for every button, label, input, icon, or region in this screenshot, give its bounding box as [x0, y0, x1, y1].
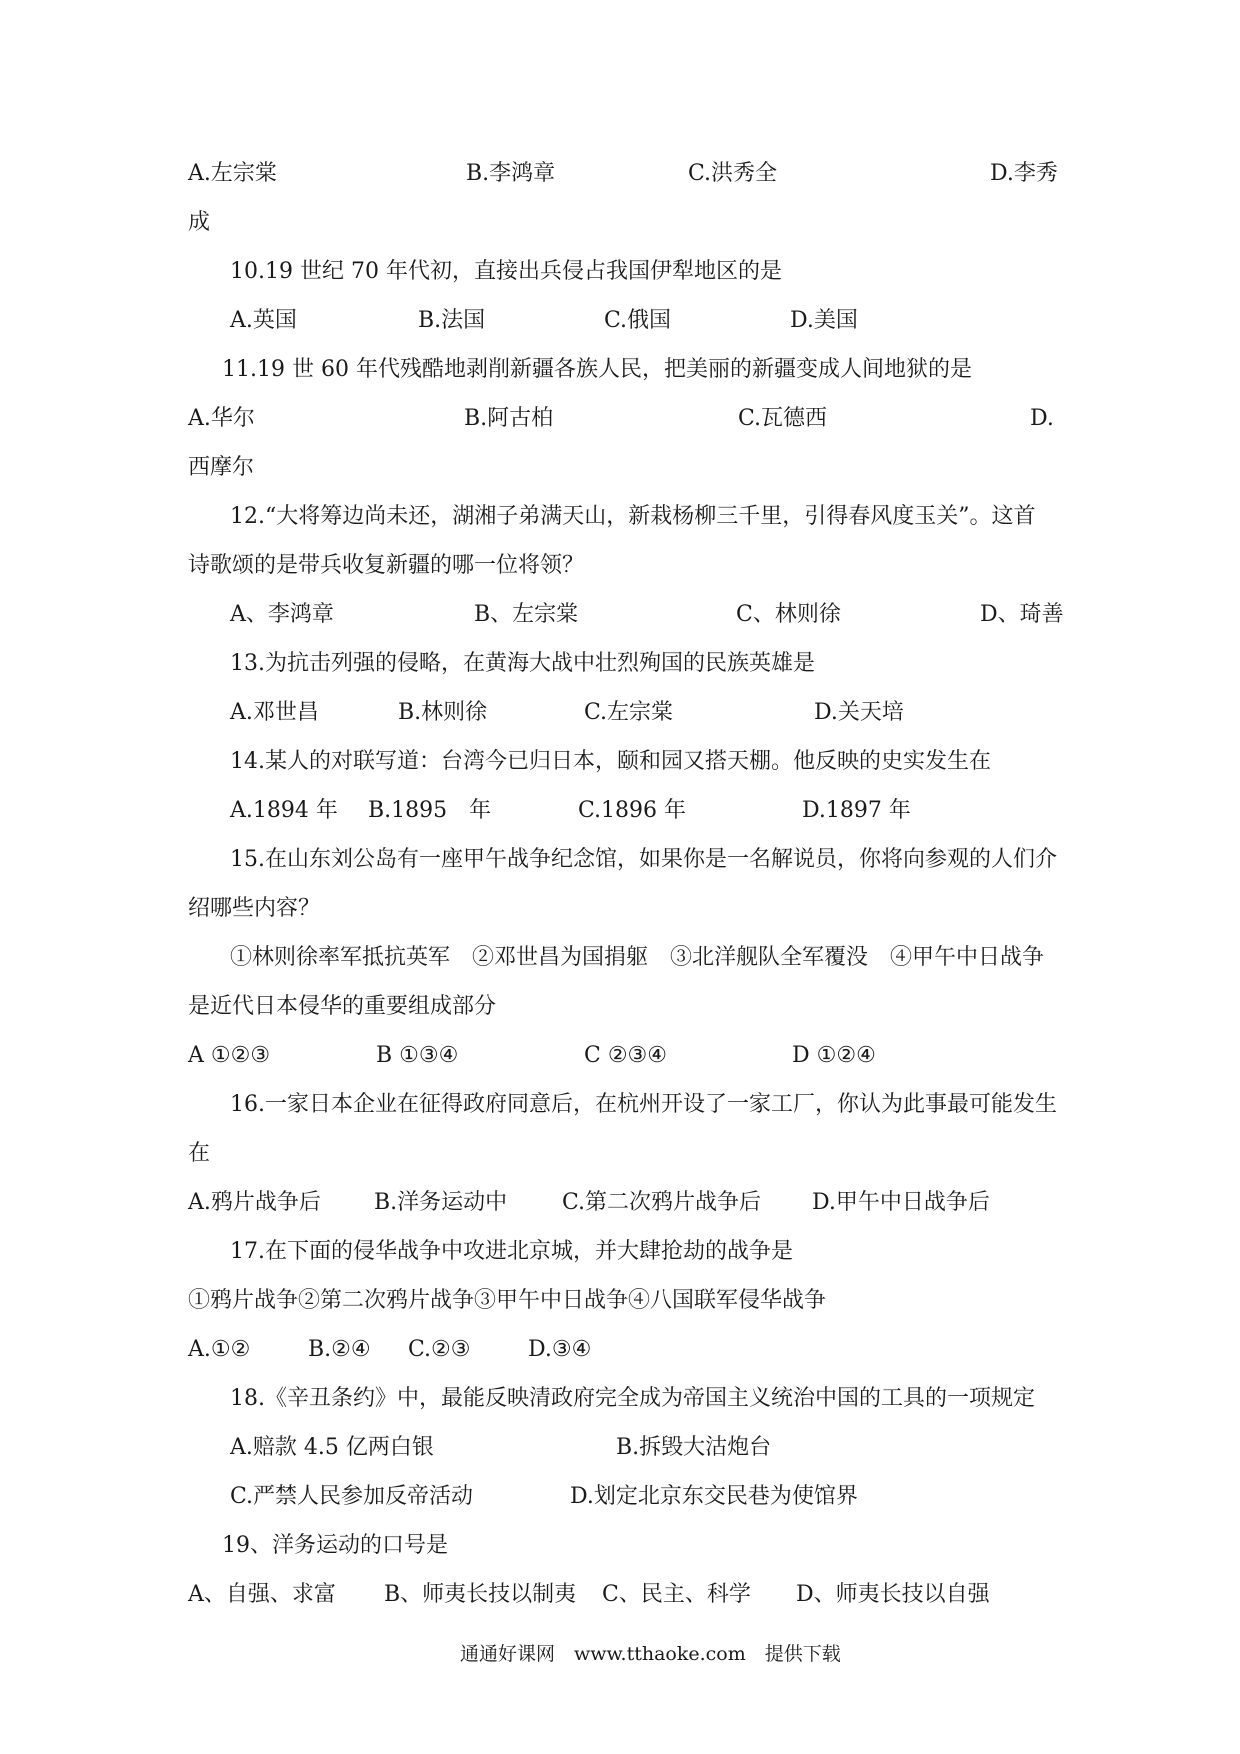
q14-option-c: C.1896 年 — [578, 798, 687, 823]
q19-option-a: A、自强、求富 — [188, 1582, 336, 1607]
q11-option-a: A.华尔 — [188, 406, 255, 431]
q16-option-a: A.鸦片战争后 — [188, 1190, 321, 1215]
q19-option-c: C、民主、科学 — [602, 1582, 751, 1607]
q11-option-d: D. — [1030, 406, 1054, 431]
q14-option-b: B.1895 年 — [368, 798, 492, 823]
q13-option-c: C.左宗棠 — [584, 700, 674, 725]
q12-stem-line-2: 诗歌颂的是带兵收复新疆的哪一位将领？ — [188, 553, 585, 578]
q14-option-a: A.1894 年 — [230, 798, 338, 823]
q15-items-line-1: ①林则徐率军抵抗英军 ②邓世昌为国捐躯 ③北洋舰队全军覆没 ④甲午中日战争 — [230, 945, 1045, 970]
q18-stem: 18.《辛丑条约》中，最能反映清政府完全成为帝国主义统治中国的工具的一项规定 — [230, 1386, 1035, 1411]
q16-option-c: C.第二次鸦片战争后 — [562, 1190, 762, 1215]
q10-option-c: C.俄国 — [604, 308, 672, 333]
q10-option-b: B.法国 — [418, 308, 486, 333]
q15-option-b: B ①③④ — [376, 1043, 459, 1068]
page-footer: 通通好课网 www.tthaoke.com 提供下载 — [460, 1643, 841, 1665]
q19-option-b: B、师夷长技以制夷 — [384, 1582, 577, 1607]
q16-option-d: D.甲午中日战争后 — [812, 1190, 990, 1215]
q11-stem: 11.19 世 60 年代残酷地剥削新疆各族人民，把美丽的新疆变成人间地狱的是 — [222, 357, 972, 382]
q15-items-line-2: 是近代日本侵华的重要组成部分 — [188, 994, 497, 1019]
q9-option-a: A.左宗棠 — [188, 161, 277, 186]
q10-option-d: D.美国 — [790, 308, 858, 333]
q18-option-c: C.严禁人民参加反帝活动 — [230, 1484, 474, 1509]
q17-stem: 17.在下面的侵华战争中攻进北京城，并大肆抢劫的战争是 — [230, 1239, 793, 1264]
q18-option-a: A.赔款 4.5 亿两白银 — [230, 1435, 434, 1460]
q17-option-d: D.③④ — [528, 1337, 592, 1362]
q9-option-b: B.李鸿章 — [466, 161, 556, 186]
q12-option-c: C、林则徐 — [736, 602, 841, 627]
q18-option-d: D.划定北京东交民巷为使馆界 — [570, 1484, 858, 1509]
q15-stem-line-2: 绍哪些内容？ — [188, 896, 321, 921]
q12-stem-line-1: 12.“大将筹边尚未还，湖湘子弟满天山，新栽杨柳三千里，引得春风度玉关”。这首 — [230, 504, 1036, 529]
q13-stem: 13.为抗击列强的侵略，在黄海大战中壮烈殉国的民族英雄是 — [230, 651, 815, 676]
q13-option-a: A.邓世昌 — [230, 700, 319, 725]
q15-option-c: C ②③④ — [584, 1043, 667, 1068]
q19-option-d: D、师夷长技以自强 — [796, 1582, 990, 1607]
q15-stem-line-1: 15.在山东刘公岛有一座甲午战争纪念馆，如果你是一名解说员，你将向参观的人们介 — [230, 847, 1057, 872]
q14-stem: 14.某人的对联写道：台湾今已归日本，颐和园又搭天棚。他反映的史实发生在 — [230, 749, 991, 774]
q17-option-b: B.②④ — [308, 1337, 371, 1362]
q16-stem-line-2: 在 — [188, 1141, 211, 1166]
q15-option-a: A ①②③ — [188, 1043, 271, 1068]
q9-option-c: C.洪秀全 — [688, 161, 778, 186]
q11-option-c: C.瓦德西 — [738, 406, 828, 431]
q11-option-b: B.阿古柏 — [464, 406, 554, 431]
q16-option-b: B.洋务运动中 — [374, 1190, 508, 1215]
q19-stem: 19、洋务运动的口号是 — [222, 1533, 448, 1558]
q17-option-a: A.①② — [188, 1337, 251, 1362]
q13-option-d: D.关天培 — [814, 700, 904, 725]
q12-option-d: D、琦善 — [980, 602, 1064, 627]
q12-option-a: A、李鸿章 — [230, 602, 334, 627]
q11-option-d-wrap: 西摩尔 — [188, 455, 255, 480]
q9-option-d: D.李秀 — [990, 161, 1058, 186]
q9-option-d-wrap: 成 — [188, 210, 211, 235]
q17-items: ①鸦片战争②第二次鸦片战争③甲午中日战争④八国联军侵华战争 — [188, 1288, 827, 1313]
q18-option-b: B.拆毁大沽炮台 — [616, 1435, 772, 1460]
q13-option-b: B.林则徐 — [398, 700, 488, 725]
q10-option-a: A.英国 — [230, 308, 297, 333]
q15-option-d: D ①②④ — [792, 1043, 876, 1068]
q16-stem-line-1: 16.一家日本企业在征得政府同意后，在杭州开设了一家工厂，你认为此事最可能发生 — [230, 1092, 1057, 1117]
q12-option-b: B、左宗棠 — [474, 602, 579, 627]
q14-option-d: D.1897 年 — [802, 798, 911, 823]
q10-stem: 10.19 世纪 70 年代初，直接出兵侵占我国伊犁地区的是 — [230, 259, 782, 284]
q17-option-c: C.②③ — [408, 1337, 471, 1362]
